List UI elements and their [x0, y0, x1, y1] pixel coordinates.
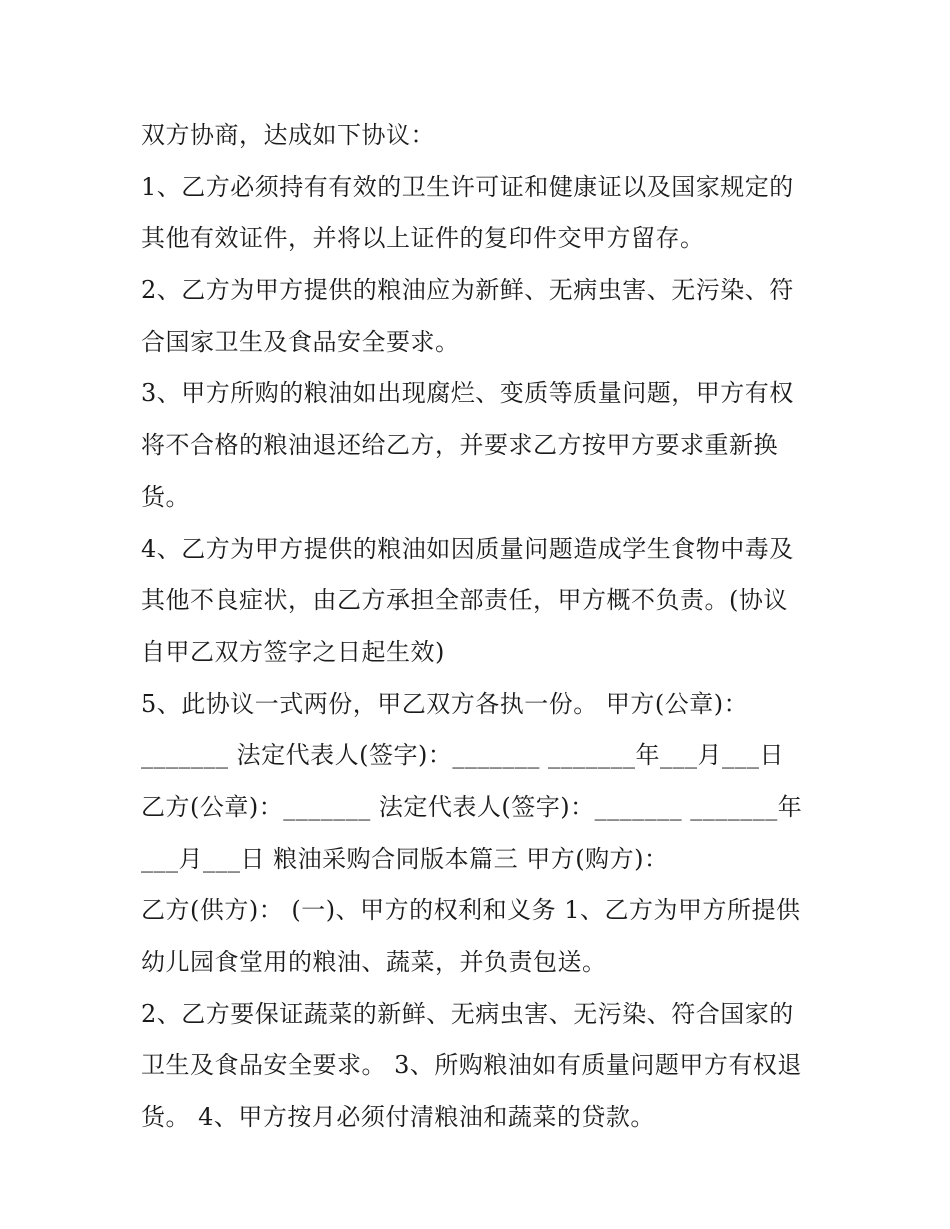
text-line: 4、乙方为甲方提供的粮油如因质量问题造成学生食物中毒及: [141, 534, 794, 563]
text-line: 货。 4、甲方按月必须付清粮油和蔬菜的贷款。: [141, 1103, 655, 1132]
text-line: 其他不良症状，由乙方承担全部责任，甲方概不负责。(协议: [141, 586, 788, 615]
text-line: 卫生及食品安全要求。 3、所购粮油如有质量问题甲方有权退: [141, 1051, 802, 1080]
text-line: 3、甲方所购的粮油如出现腐烂、变质等质量问题，甲方有权: [141, 379, 794, 408]
text-line: ___月___日 粮油采购合同版本篇三 甲方(购方)：: [141, 844, 669, 873]
text-line: 货。: [141, 482, 190, 511]
signature-blank-line: 乙方(公章)：_______ 法定代表人(签字)：_______ _______年: [141, 792, 803, 821]
text-line: 幼儿园食堂用的粮油、蔬菜，并负责包送。: [141, 948, 607, 976]
text-line: 5、此协议一式两份，甲乙双方各执一份。 甲方(公章)：: [141, 689, 749, 718]
contract-body-text: [141, 110, 821, 1144]
signature-blank-line: _______ 法定代表人(签字)：_______ _______年___月___日: [141, 741, 784, 770]
text-line: 自甲乙双方签字之日起生效): [141, 637, 445, 666]
text-line: 将不合格的粮油退还给乙方，并要求乙方按甲方要求重新换: [141, 431, 778, 460]
text-line: 双方协商，达成如下协议：: [141, 121, 435, 149]
text-line: 2、乙方为甲方提供的粮油应为新鲜、无病虫害、无污染、符: [141, 276, 794, 305]
text-line: 乙方(供方)： (一)、甲方的权利和义务 1、乙方为甲方所提供: [141, 896, 801, 925]
text-line: 2、乙方要保证蔬菜的新鲜、无病虫害、无污染、符合国家的: [141, 999, 794, 1028]
text-line: 1、乙方必须持有有效的卫生许可证和健康证以及国家规定的: [141, 172, 794, 201]
text-line: 其他有效证件，并将以上证件的复印件交甲方留存。: [141, 224, 705, 253]
text-line: 合国家卫生及食品安全要求。: [141, 327, 460, 356]
